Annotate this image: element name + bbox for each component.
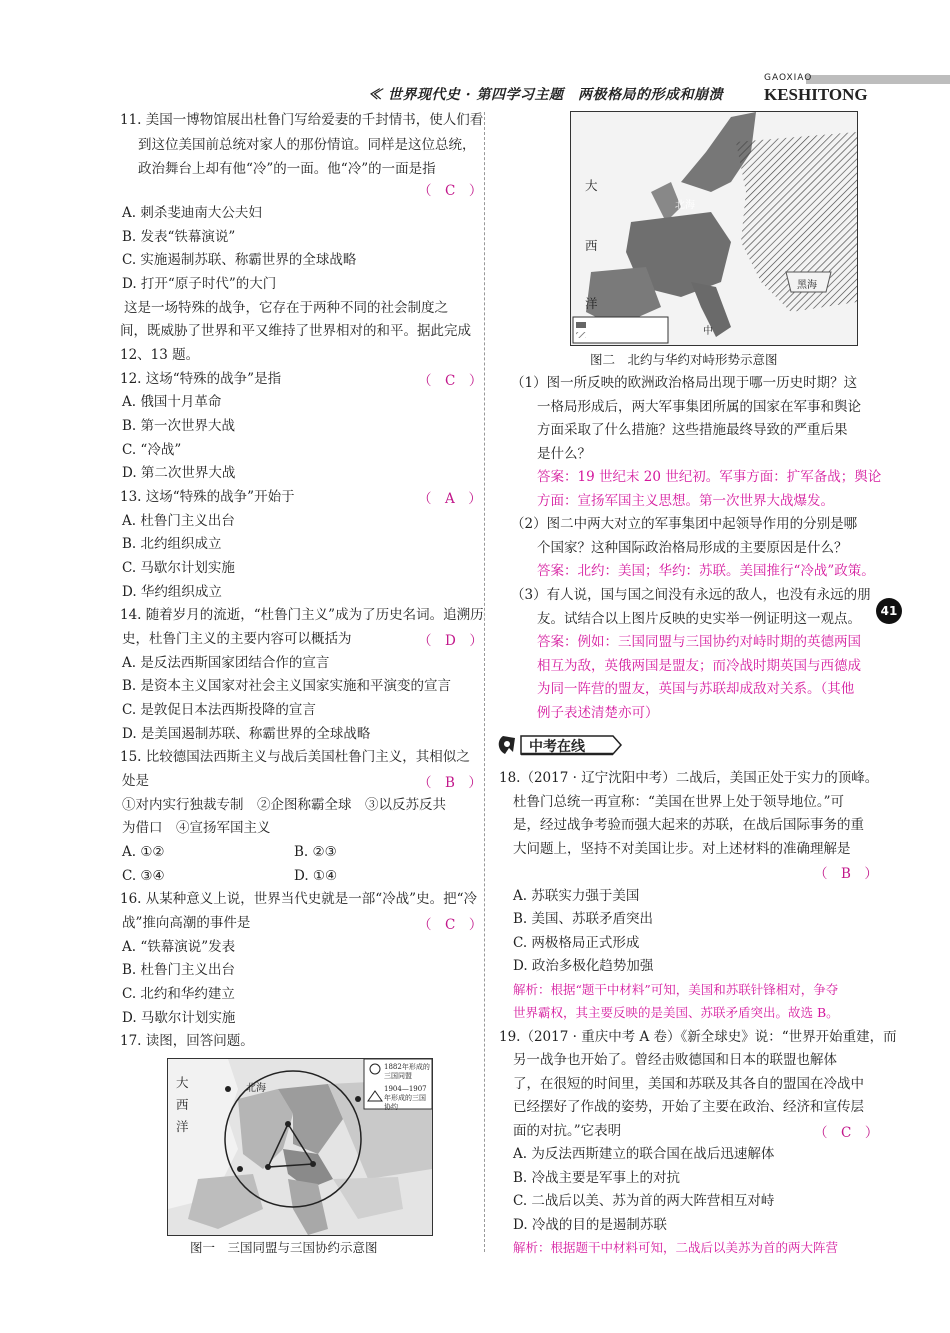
q16-option-a: A. “铁幕演说”发表 bbox=[122, 939, 236, 955]
q14-line1: 14. 随着岁月的流逝，“杜鲁门主义”成为了历史名词。追溯历 bbox=[120, 607, 484, 623]
figure1-caption: 图一 三国同盟与三国协约示意图 bbox=[190, 1240, 378, 1255]
q13-option-d: D. 华约组织成立 bbox=[122, 584, 222, 600]
figure1-map bbox=[167, 1058, 433, 1236]
q12-option-d: D. 第二次世界大战 bbox=[122, 465, 236, 481]
fig1-north-sea-label: 北海 bbox=[246, 1083, 266, 1094]
q11-option-a: A. 刺杀斐迪南大公夫妇 bbox=[122, 205, 262, 221]
fig2-north-sea-label: 北海 bbox=[675, 200, 695, 211]
passage-line2: 间，既威胁了世界和平又维持了世界相对的和平。据此完成 bbox=[120, 323, 471, 339]
q14-line2: 史，杜鲁门主义的主要内容可以概括为 bbox=[122, 631, 352, 647]
q19-option-d: D. 冷战的目的是遏制苏联 bbox=[513, 1217, 667, 1233]
q19-analysis: 解析：根据题干中材料可知，二战后以美苏为首的两大阵营 bbox=[513, 1240, 839, 1255]
q18-analysis-line2: 世界霸权，其主要反映的是美国、苏联矛盾突出。故选 B。 bbox=[513, 1005, 839, 1020]
q14-option-b: B. 是资本主义国家对社会主义国家实施和平演变的宣言 bbox=[122, 678, 452, 694]
q17-1-line2: 一格局形成后，两大军事集团所属的国家在军事和舆论 bbox=[537, 399, 861, 415]
q18-option-d: D. 政治多极化趋势加强 bbox=[513, 958, 654, 974]
q16-option-d: D. 马歇尔计划实施 bbox=[122, 1010, 236, 1026]
q15-answer: （ B ） bbox=[418, 775, 482, 791]
q19-line4: 已经摆好了作战的姿势，开始了主要在政治、经济和宣传层 bbox=[513, 1099, 864, 1115]
passage-line1: 这是一场特殊的战争，它存在于两种不同的社会制度之 bbox=[124, 300, 448, 316]
q13-option-c: C. 马歇尔计划实施 bbox=[122, 560, 235, 576]
q14-option-a: A. 是反法西斯国家团结合作的宣言 bbox=[122, 655, 330, 671]
q12-answer: （ C ） bbox=[418, 373, 483, 389]
header-title: ≪ 世界现代史 · 第四学习主题 两极格局的形成和崩溃 bbox=[368, 87, 723, 103]
q17-1-line1: （1）图一所反映的欧洲政治格局出现于哪一历史时期？这 bbox=[511, 375, 858, 391]
q15-option-a: A. ①② bbox=[122, 844, 165, 860]
q17-3-answer-line4: 例子表述清楚亦可） bbox=[537, 705, 659, 721]
q17-3-line2: 友。试结合以上图片反映的史实举一例证明这一观点。 bbox=[537, 611, 861, 627]
q12-option-c: C. “冷战” bbox=[122, 442, 182, 458]
q11-option-d: D. 打开“原子时代”的大门 bbox=[122, 276, 277, 292]
fig2-ocean-label-2: 西 bbox=[585, 238, 598, 253]
figure2-caption: 图二 北约与华约对峙形势示意图 bbox=[590, 352, 778, 367]
fig1-legend-triple-alliance: 1882年形成的三国同盟 bbox=[384, 1063, 430, 1080]
page-number: 41 bbox=[876, 598, 902, 624]
q16-line1: 16. 从某种意义上说，世界当代史就是一部“冷战”史。把“冷 bbox=[120, 891, 477, 907]
q12-option-a: A. 俄国十月革命 bbox=[122, 394, 222, 410]
q11-option-c: C. 实施遏制苏联、称霸世界的全球战略 bbox=[122, 252, 357, 268]
q18-option-c: C. 两极格局正式形成 bbox=[513, 935, 640, 951]
q17-3-answer-line3: 为同一阵营的盟友，英国与苏联却成敌对关系。（其他 bbox=[537, 681, 855, 697]
q18-option-b: B. 美国、苏联矛盾突出 bbox=[513, 911, 654, 927]
q17-1-answer-line1: 答案：19 世纪末 20 世纪初。军事方面：扩军备战；舆论 bbox=[537, 469, 882, 485]
q19-line3: 了，在很短的时间里，美国和苏联及其各自的盟国在冷战中 bbox=[513, 1076, 864, 1092]
q15-line1: 15. 比较德国法西斯主义与战后美国杜鲁门主义，其相似之 bbox=[120, 749, 470, 765]
q16-line2: 战”推向高潮的事件是 bbox=[122, 915, 251, 931]
figure2-map-graphic bbox=[571, 112, 857, 345]
q17-1-line3: 方面采取了什么措施？这些措施最终导致的严重后果 bbox=[537, 422, 848, 438]
fig1-ocean-label-1: 大 bbox=[176, 1075, 189, 1090]
q18-line1: 18.（2017 · 辽宁沈阳中考）二战后，美国正处于实力的顶峰。 bbox=[499, 770, 879, 786]
q13-stem: 13. 这场“特殊的战争”开始于 bbox=[120, 489, 295, 505]
q19-option-a: A. 为反法西斯建立的联合国在战后迅速解体 bbox=[513, 1146, 775, 1162]
q19-option-c: C. 二战后以美、苏为首的两大阵营相互对峙 bbox=[513, 1193, 775, 1209]
q15-line2: 处是 bbox=[122, 773, 149, 789]
q17-1-line4: 是什么？ bbox=[537, 446, 591, 462]
fig1-ocean-label-2: 西 bbox=[176, 1097, 189, 1112]
q14-answer: （ D ） bbox=[418, 633, 483, 649]
q15-option-c: C. ③④ bbox=[122, 868, 165, 884]
q18-line4: 大问题上，坚持不对美国让步。对上述材料的准确理解是 bbox=[513, 841, 851, 857]
q18-line2: 杜鲁门总统一再宣称：“美国在世界上处于领导地位。”可 bbox=[513, 794, 845, 810]
q13-answer: （ A ） bbox=[418, 491, 482, 507]
q11-line1: 11. 美国一博物馆展出杜鲁门写给爱妻的千封情书，使人们看 bbox=[120, 112, 484, 128]
q16-answer: （ C ） bbox=[418, 917, 483, 933]
fig2-ocean-label-1: 大 bbox=[585, 178, 598, 193]
q18-analysis-line1: 解析：根据“题干中材料”可知，美国和苏联针锋相对，争夺 bbox=[513, 982, 839, 997]
q14-option-d: D. 是美国遏制苏联、称霸世界的全球战略 bbox=[122, 726, 371, 742]
q17-stem: 17. 读图，回答问题。 bbox=[120, 1033, 254, 1049]
q17-3-answer-line1: 答案：例如：三国同盟与三国协约对峙时期的英德两国 bbox=[537, 634, 861, 650]
figure2-map bbox=[570, 111, 858, 346]
zhongkao-banner bbox=[495, 732, 623, 758]
q11-line3: 政治舞台上却有他“冷”的一面。他“冷”的一面是指 bbox=[138, 161, 436, 177]
passage-line3: 12、13 题。 bbox=[120, 347, 200, 363]
fig2-black-sea-label: 黑海 bbox=[797, 280, 817, 291]
fig2-ocean-label-3: 洋 bbox=[585, 296, 598, 311]
q17-3-answer-line2: 相互为敌，英俄两国是盟友；而冷战时期英国与西德成 bbox=[537, 658, 861, 674]
q15-items-line2: 为借口 ④宣扬军国主义 bbox=[122, 820, 271, 836]
q17-2-answer: 答案：北约：美国；华约：苏联。美国推行“冷战”政策。 bbox=[537, 563, 875, 579]
q18-answer: （ B ） bbox=[814, 866, 878, 882]
q13-option-b: B. 北约组织成立 bbox=[122, 536, 222, 552]
q17-2-line2: 个国家？这种国际政治格局形成的主要原因是什么？ bbox=[537, 540, 848, 556]
q14-option-c: C. 是敦促日本法西斯投降的宣言 bbox=[122, 702, 316, 718]
brand-logo: KESHITONG bbox=[764, 85, 868, 104]
q15-option-d: D. ①④ bbox=[294, 868, 338, 884]
column-divider bbox=[484, 112, 485, 1252]
header-decor-bar bbox=[806, 75, 950, 84]
q18-option-a: A. 苏联实力强于美国 bbox=[513, 888, 640, 904]
fig1-legend-triple-entente: 1904—1907年形成的三国协约 bbox=[384, 1085, 427, 1111]
q15-option-b: B. ②③ bbox=[294, 844, 337, 860]
q18-line3: 是，经过战争考验而强大起来的苏联，在战后国际事务的重 bbox=[513, 817, 864, 833]
fig1-ocean-label-3: 洋 bbox=[176, 1119, 189, 1134]
q12-stem: 12. 这场“特殊的战争”是指 bbox=[120, 371, 282, 387]
q16-option-b: B. 杜鲁门主义出台 bbox=[122, 962, 236, 978]
q19-line2: 另一战争也开始了。曾经击败德国和日本的联盟也解体 bbox=[513, 1052, 837, 1068]
q12-option-b: B. 第一次世界大战 bbox=[122, 418, 236, 434]
q19-option-b: B. 冷战主要是军事上的对抗 bbox=[513, 1170, 681, 1186]
fig2-mediterranean-label: 中 bbox=[703, 326, 713, 337]
q19-line5: 面的对抗。”它表明 bbox=[513, 1123, 622, 1139]
q11-option-b: B. 发表“铁幕演说” bbox=[122, 229, 236, 245]
q17-2-line1: （2）图二中两大对立的军事集团中起领导作用的分别是哪 bbox=[511, 516, 858, 532]
banner-label: 中考在线 bbox=[529, 739, 585, 755]
q13-option-a: A. 杜鲁门主义出台 bbox=[122, 513, 235, 529]
q16-option-c: C. 北约和华约建立 bbox=[122, 986, 235, 1002]
q19-answer: （ C ） bbox=[814, 1125, 879, 1141]
q19-line1: 19.（2017 · 重庆中考 A 卷）《新全球史》说：“世界开始重建，而 bbox=[499, 1029, 897, 1045]
q11-line2: 到这位美国前总统对家人的那份情谊。同样是这位总统， bbox=[138, 137, 476, 153]
q17-3-line1: （3）有人说，国与国之间没有永远的敌人，也没有永远的朋 bbox=[511, 587, 871, 603]
q15-items-line1: ①对内实行独裁专制 ②企图称霸全球 ③以反苏反共 bbox=[122, 797, 446, 813]
q17-1-answer-line2: 方面：宣扬军国主义思想。第一次世界大战爆发。 bbox=[537, 493, 834, 509]
q11-answer: （ C ） bbox=[418, 183, 483, 199]
brand-subtitle: GAOXIAO bbox=[764, 73, 813, 83]
